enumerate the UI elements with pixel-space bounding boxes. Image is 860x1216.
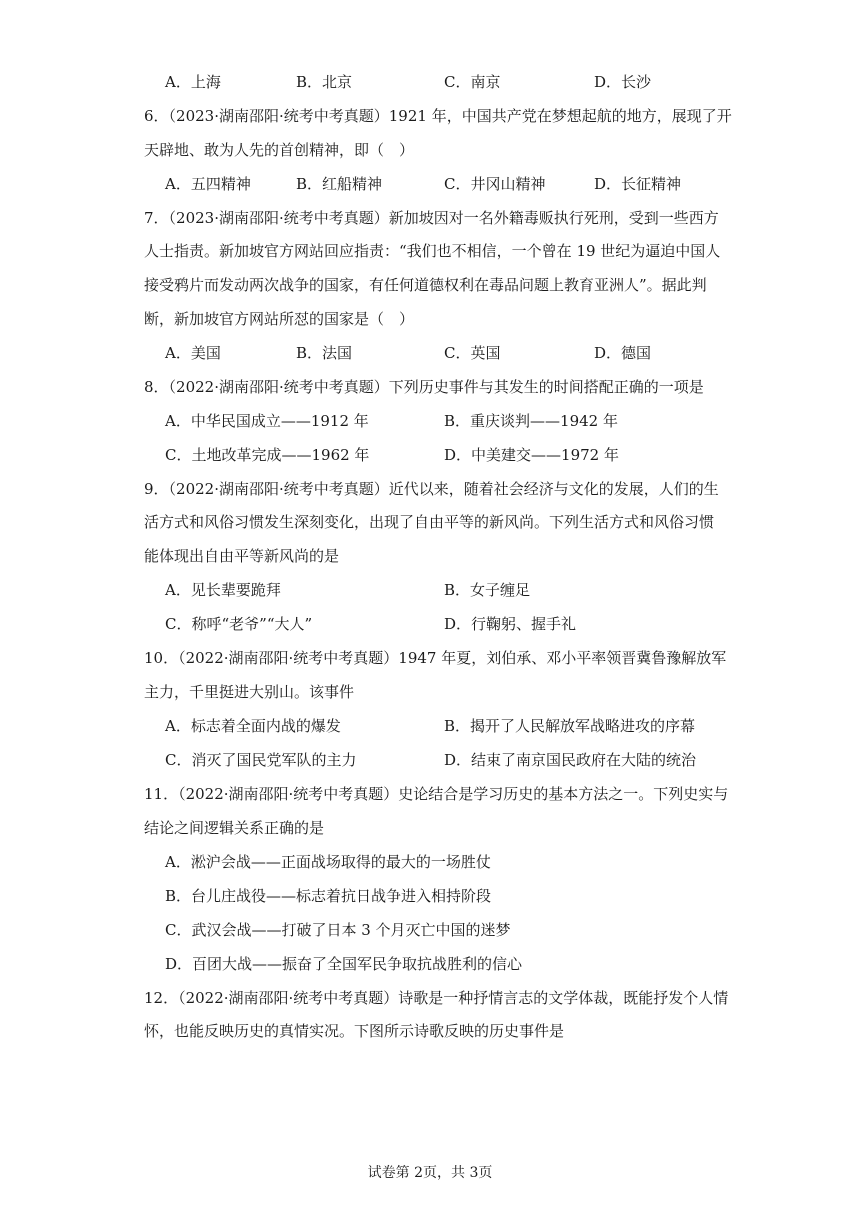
q5-option-d: D．长沙 [594, 73, 652, 91]
q6-option-c: C．井冈山精神 [444, 175, 546, 193]
q7-stem-line-1: 7．（2023·湖南邵阳·统考中考真题）新加坡因对一名外籍毒贩执行死刑，受到一些西方 [144, 209, 719, 227]
q11-stem-line-2: 结论之间逻辑关系正确的是 [144, 819, 325, 837]
q11-option-b: B．台儿庄战役——标志着抗日战争进入相持阶段 [165, 887, 492, 905]
q7-stem-line-4: 断，新加坡官方网站所怼的国家是（ ） [144, 310, 415, 328]
q11-stem-line-1: 11．（2022·湖南邵阳·统考中考真题）史论结合是学习历史的基本方法之一。下列史实与 [144, 785, 729, 803]
q8-option-d: D．中美建交——1972 年 [444, 446, 619, 464]
q9-option-d: D．行鞠躬、握手礼 [444, 615, 577, 633]
q5-option-c: C．南京 [444, 73, 501, 91]
q8-option-b: B．重庆谈判——1942 年 [444, 412, 618, 430]
q12-stem-line-1: 12．（2022·湖南邵阳·统考中考真题）诗歌是一种抒情言志的文学体裁，既能抒发个人情 [144, 989, 729, 1007]
q6-option-b: B．红船精神 [296, 175, 383, 193]
q6-option-a: A．五四精神 [165, 175, 251, 193]
q10-option-a: A．标志着全面内战的爆发 [165, 717, 341, 735]
q7-option-c: C．英国 [444, 344, 501, 362]
q8-stem-line-1: 8．（2022·湖南邵阳·统考中考真题）下列历史事件与其发生的时间搭配正确的一项是 [144, 378, 704, 396]
q12-stem-line-2: 怀，也能反映历史的真情实况。下图所示诗歌反映的历史事件是 [144, 1022, 565, 1040]
q10-stem-line-2: 主力，千里挺进大别山。该事件 [144, 683, 355, 701]
q10-stem-line-1: 10．（2022·湖南邵阳·统考中考真题）1947 年夏，刘伯承、邓小平率领晋冀鲁豫解放军 [144, 649, 727, 667]
q9-option-b: B．女子缠足 [444, 581, 531, 599]
q9-option-c: C．称呼“老爷”“大人” [165, 615, 313, 633]
q5-option-b: B．北京 [296, 73, 353, 91]
q11-option-a: A．淞沪会战——正面战场取得的最大的一场胜仗 [165, 853, 491, 871]
q10-option-c: C．消灭了国民党军队的主力 [165, 751, 357, 769]
q9-option-a: A．见长辈要跪拜 [165, 581, 281, 599]
q11-option-c: C．武汉会战——打破了日本 3 个月灭亡中国的迷梦 [165, 921, 511, 939]
q6-option-d: D．长征精神 [594, 175, 682, 193]
q9-stem-line-3: 能体现出自由平等新风尚的是 [144, 547, 340, 565]
page-footer: 试卷第 2页，共 3页 [367, 1165, 493, 1181]
q11-option-d: D．百团大战——振奋了全国军民争取抗战胜利的信心 [165, 955, 523, 973]
q5-option-a: A．上海 [165, 73, 221, 91]
q7-stem-line-3: 接受鸦片而发动两次战争的国家，有任何道德权利在毒品问题上教育亚洲人”。据此判 [144, 276, 707, 294]
q7-option-a: A．美国 [165, 344, 221, 362]
q6-stem-line-1: 6．（2023·湖南邵阳·统考中考真题）1921 年，中国共产党在梦想起航的地方，展现了开 [144, 107, 732, 125]
q10-option-b: B．揭开了人民解放军战略进攻的序幕 [444, 717, 696, 735]
q7-stem-line-2: 人士指责。新加坡官方网站回应指责：“我们也不相信，一个曾在 19 世纪为逼迫中国人 [144, 242, 721, 260]
q6-stem-line-2: 天辟地、敢为人先的首创精神，即（ ） [144, 141, 415, 159]
q7-option-b: B．法国 [296, 344, 353, 362]
q9-stem-line-1: 9．（2022·湖南邵阳·统考中考真题）近代以来，随着社会经济与文化的发展，人们的生 [144, 480, 719, 498]
q9-stem-line-2: 活方式和风俗习惯发生深刻变化，出现了自由平等的新风尚。下列生活方式和风俗习惯 [144, 513, 715, 531]
q10-option-d: D．结束了南京国民政府在大陆的统治 [444, 751, 697, 769]
q8-option-a: A．中华民国成立——1912 年 [165, 412, 369, 430]
q8-option-c: C．土地改革完成——1962 年 [165, 446, 370, 464]
q7-option-d: D．德国 [594, 344, 652, 362]
